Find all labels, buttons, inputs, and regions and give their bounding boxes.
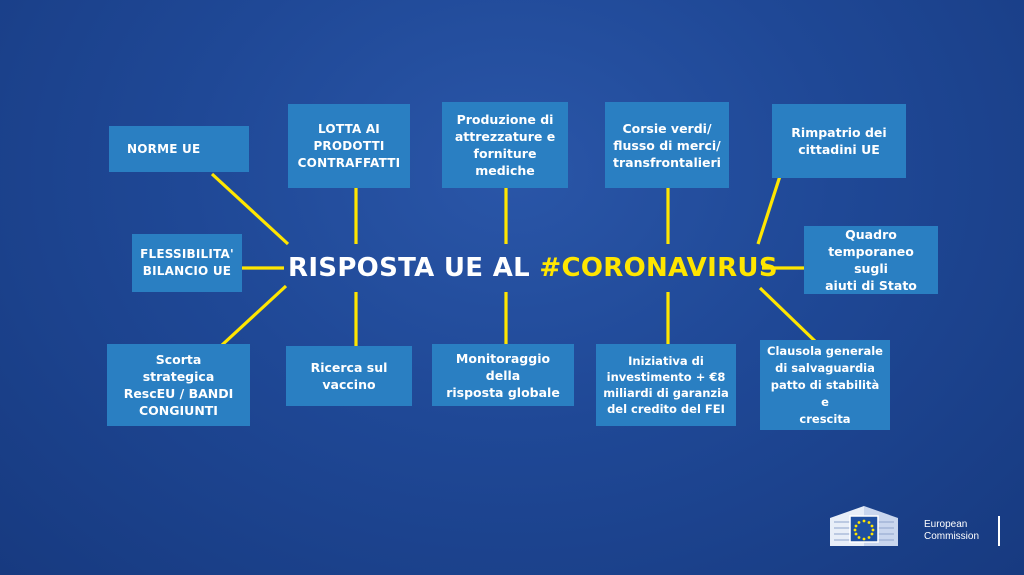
box-norme-ue: NORME UE <box>109 126 249 172</box>
box-scorta-strategica: Scorta strategica RescEU / BANDI CONGIUNTI <box>107 344 250 426</box>
box-flessibilita-bilancio: FLESSIBILITA' BILANCIO UE <box>132 234 242 292</box>
box-lotta-contraffatti: LOTTA AI PRODOTTI CONTRAFFATTI <box>288 104 410 188</box>
box-rimpatrio: Rimpatrio dei cittadini UE <box>772 104 906 178</box>
box-ricerca-vaccino: Ricerca sul vaccino <box>286 346 412 406</box>
box-monitoraggio: Monitoraggio della risposta globale <box>432 344 574 406</box>
connector-scorta <box>222 286 286 345</box>
european-commission-logo-icon <box>828 500 898 548</box>
box-clausola-salvaguardia: Clausola generale di salvaguardia patto di stabilità e crescita <box>760 340 890 430</box>
box-quadro-temporaneo: Quadro temporaneo sugli aiuti di Stato <box>804 226 938 294</box>
logo-divider <box>998 516 1000 546</box>
european-commission-wordmark: European Commission <box>924 519 980 542</box>
box-produzione-attrezzature: Produzione di attrezzature e forniture mediche <box>442 102 568 188</box>
title-hashtag: #CORONAVIRUS <box>539 253 778 283</box>
box-iniziativa-investimento: Iniziativa di investimento + €8 miliardi di garanzia del credito del FEI <box>596 344 736 426</box>
page-title <box>288 246 778 290</box>
title-main: RISPOSTA UE AL <box>288 253 540 283</box>
box-corsie-verdi: Corsie verdi/ flusso di merci/ transfrontalieri <box>605 102 729 188</box>
connector-rimpatrio <box>758 176 780 244</box>
connector-clausola <box>760 288 818 344</box>
